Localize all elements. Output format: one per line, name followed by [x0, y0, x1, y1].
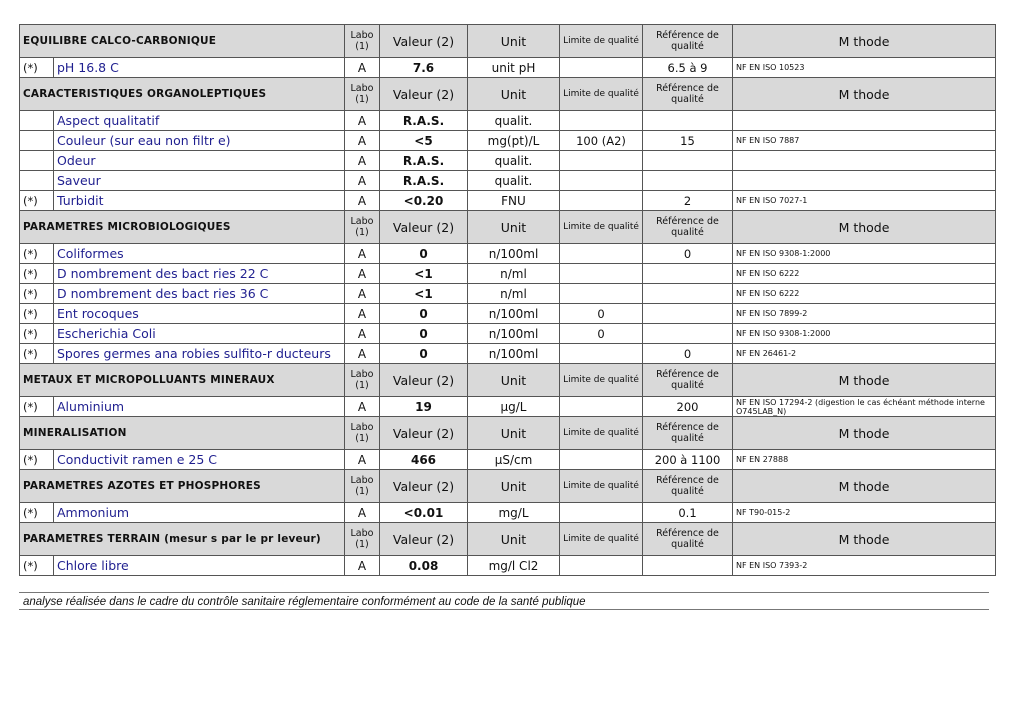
method-header: M thode: [733, 470, 996, 503]
parameter-name: Aluminium: [54, 397, 345, 417]
accreditation-flag: [20, 131, 54, 151]
accreditation-flag: (*): [20, 397, 54, 417]
quality-reference: 15: [643, 131, 733, 151]
analysis-method: NF EN ISO 7393-2: [733, 556, 996, 576]
reference-header: Référence de qualité: [643, 470, 733, 503]
labo-code: A: [345, 111, 380, 131]
value-header: Valeur (2): [380, 470, 468, 503]
parameter-name: D nombrement des bact ries 36 C: [54, 284, 345, 304]
labo-header: Labo (1): [345, 470, 380, 503]
accreditation-flag: (*): [20, 450, 54, 470]
table-row: [20, 397, 996, 417]
quality-reference: [643, 284, 733, 304]
parameter-name: Odeur: [54, 151, 345, 171]
unit-header: Unit: [468, 523, 560, 556]
result-value: R.A.S.: [380, 111, 468, 131]
result-value: 0: [380, 324, 468, 344]
result-unit: qualit.: [468, 111, 560, 131]
parameter-name: Chlore libre: [54, 556, 345, 576]
quality-limit: [560, 264, 643, 284]
result-unit: mg/L: [468, 503, 560, 523]
result-value: <0.20: [380, 191, 468, 211]
labo-code: A: [345, 324, 380, 344]
value-header: Valeur (2): [380, 78, 468, 111]
result-value: 7.6: [380, 58, 468, 78]
parameter-name: Escherichia Coli: [54, 324, 345, 344]
quality-limit: [560, 58, 643, 78]
result-value: 0: [380, 244, 468, 264]
value-header: Valeur (2): [380, 523, 468, 556]
method-header: M thode: [733, 25, 996, 58]
quality-limit: [560, 284, 643, 304]
result-unit: mg(pt)/L: [468, 131, 560, 151]
table-row: [20, 344, 996, 364]
table-row: [20, 284, 996, 304]
labo-code: A: [345, 58, 380, 78]
limit-header: Limite de qualité: [560, 523, 643, 556]
table-row: [20, 151, 996, 171]
result-unit: µg/L: [468, 397, 560, 417]
method-header: M thode: [733, 211, 996, 244]
result-value: <5: [380, 131, 468, 151]
accreditation-flag: (*): [20, 264, 54, 284]
accreditation-flag: (*): [20, 284, 54, 304]
table-row: [20, 324, 996, 344]
analysis-method: [733, 111, 996, 131]
result-unit: FNU: [468, 191, 560, 211]
section-title: PARAMETRES AZOTES ET PHOSPHORES: [20, 470, 345, 503]
accreditation-flag: (*): [20, 503, 54, 523]
analysis-method: NF EN ISO 17294-2 (digestion le cas échéant méthode interne O745LAB_N): [733, 397, 996, 417]
parameter-name: Conductivit ramen e 25 C: [54, 450, 345, 470]
analysis-method: NF EN ISO 9308-1:2000: [733, 244, 996, 264]
quality-reference: 200 à 1100: [643, 450, 733, 470]
limit-header: Limite de qualité: [560, 417, 643, 450]
result-value: <0.01: [380, 503, 468, 523]
result-unit: qualit.: [468, 171, 560, 191]
result-value: <1: [380, 264, 468, 284]
accreditation-flag: (*): [20, 304, 54, 324]
result-value: 0: [380, 304, 468, 324]
labo-code: A: [345, 264, 380, 284]
quality-reference: [643, 151, 733, 171]
limit-header: Limite de qualité: [560, 78, 643, 111]
quality-limit: [560, 244, 643, 264]
result-unit: qualit.: [468, 151, 560, 171]
result-value: <1: [380, 284, 468, 304]
reference-header: Référence de qualité: [643, 364, 733, 397]
labo-header: Labo (1): [345, 25, 380, 58]
parameter-name: D nombrement des bact ries 22 C: [54, 264, 345, 284]
analysis-method: [733, 171, 996, 191]
accreditation-flag: [20, 111, 54, 131]
labo-code: A: [345, 171, 380, 191]
labo-code: A: [345, 344, 380, 364]
quality-reference: [643, 264, 733, 284]
value-header: Valeur (2): [380, 417, 468, 450]
analysis-method: NF EN ISO 7899-2: [733, 304, 996, 324]
labo-header: Labo (1): [345, 78, 380, 111]
section-title: METAUX ET MICROPOLLUANTS MINERAUX: [20, 364, 345, 397]
unit-header: Unit: [468, 364, 560, 397]
quality-limit: [560, 111, 643, 131]
quality-reference: [643, 304, 733, 324]
labo-code: A: [345, 191, 380, 211]
method-header: M thode: [733, 523, 996, 556]
quality-reference: 200: [643, 397, 733, 417]
quality-limit: [560, 450, 643, 470]
accreditation-flag: [20, 171, 54, 191]
result-value: R.A.S.: [380, 171, 468, 191]
value-header: Valeur (2): [380, 211, 468, 244]
analysis-method: NF EN ISO 7887: [733, 131, 996, 151]
analysis-method: NF EN 26461-2: [733, 344, 996, 364]
result-value: 0.08: [380, 556, 468, 576]
value-header: Valeur (2): [380, 364, 468, 397]
table-row: [20, 244, 996, 264]
table-row: [20, 131, 996, 151]
method-header: M thode: [733, 417, 996, 450]
labo-code: A: [345, 397, 380, 417]
limit-header: Limite de qualité: [560, 470, 643, 503]
section-header-row: [20, 364, 996, 397]
reference-header: Référence de qualité: [643, 78, 733, 111]
result-unit: n/100ml: [468, 324, 560, 344]
labo-header: Labo (1): [345, 211, 380, 244]
result-unit: n/ml: [468, 264, 560, 284]
accreditation-flag: (*): [20, 191, 54, 211]
quality-reference: 6.5 à 9: [643, 58, 733, 78]
table-row: [20, 264, 996, 284]
method-header: M thode: [733, 78, 996, 111]
labo-code: A: [345, 151, 380, 171]
labo-code: A: [345, 244, 380, 264]
parameter-name: Coliformes: [54, 244, 345, 264]
parameter-name: Turbidit: [54, 191, 345, 211]
labo-code: A: [345, 304, 380, 324]
unit-header: Unit: [468, 470, 560, 503]
parameter-name: Spores germes ana robies sulfito-r ducteurs: [54, 344, 345, 364]
quality-limit: [560, 151, 643, 171]
result-unit: n/ml: [468, 284, 560, 304]
quality-reference: [643, 556, 733, 576]
method-header: M thode: [733, 364, 996, 397]
accreditation-flag: (*): [20, 344, 54, 364]
unit-header: Unit: [468, 25, 560, 58]
analysis-method: NF T90-015-2: [733, 503, 996, 523]
parameter-name: Aspect qualitatif: [54, 111, 345, 131]
result-unit: µS/cm: [468, 450, 560, 470]
accreditation-flag: (*): [20, 556, 54, 576]
accreditation-flag: (*): [20, 244, 54, 264]
table-row: [20, 171, 996, 191]
result-value: 0: [380, 344, 468, 364]
table-row: [20, 58, 996, 78]
section-title: PARAMETRES MICROBIOLOGIQUES: [20, 211, 345, 244]
parameter-name: Couleur (sur eau non filtr e): [54, 131, 345, 151]
quality-limit: [560, 191, 643, 211]
quality-reference: 0: [643, 244, 733, 264]
limit-header: Limite de qualité: [560, 364, 643, 397]
accreditation-flag: (*): [20, 324, 54, 344]
table-row: [20, 503, 996, 523]
quality-limit: 0: [560, 304, 643, 324]
quality-limit: [560, 397, 643, 417]
analysis-results-table: [19, 24, 996, 576]
table-row: [20, 556, 996, 576]
unit-header: Unit: [468, 417, 560, 450]
section-title: EQUILIBRE CALCO-CARBONIQUE: [20, 25, 345, 58]
analysis-method: NF EN 27888: [733, 450, 996, 470]
regulatory-footnote: analyse réalisée dans le cadre du contrôle sanitaire réglementaire conformément au code de la santé publique: [19, 592, 989, 610]
labo-header: Labo (1): [345, 417, 380, 450]
quality-limit: [560, 171, 643, 191]
section-header-row: [20, 417, 996, 450]
limit-header: Limite de qualité: [560, 25, 643, 58]
quality-reference: [643, 111, 733, 131]
table-row: [20, 111, 996, 131]
section-header-row: [20, 470, 996, 503]
parameter-name: Saveur: [54, 171, 345, 191]
analysis-method: NF EN ISO 9308-1:2000: [733, 324, 996, 344]
result-value: 19: [380, 397, 468, 417]
section-title: MINERALISATION: [20, 417, 345, 450]
table-row: [20, 450, 996, 470]
accreditation-flag: (*): [20, 58, 54, 78]
result-unit: n/100ml: [468, 304, 560, 324]
reference-header: Référence de qualité: [643, 211, 733, 244]
section-header-row: [20, 25, 996, 58]
section-header-row: [20, 78, 996, 111]
analysis-method: NF EN ISO 6222: [733, 264, 996, 284]
labo-code: A: [345, 284, 380, 304]
reference-header: Référence de qualité: [643, 523, 733, 556]
quality-limit: 100 (A2): [560, 131, 643, 151]
labo-code: A: [345, 503, 380, 523]
parameter-name: Ammonium: [54, 503, 345, 523]
result-unit: n/100ml: [468, 344, 560, 364]
result-value: R.A.S.: [380, 151, 468, 171]
labo-header: Labo (1): [345, 364, 380, 397]
labo-code: A: [345, 556, 380, 576]
result-unit: n/100ml: [468, 244, 560, 264]
analysis-method: [733, 151, 996, 171]
quality-reference: 0: [643, 344, 733, 364]
analysis-method: NF EN ISO 10523: [733, 58, 996, 78]
parameter-name: pH 16.8 C: [54, 58, 345, 78]
analysis-method: NF EN ISO 6222: [733, 284, 996, 304]
quality-reference: [643, 171, 733, 191]
parameter-name: Ent rocoques: [54, 304, 345, 324]
result-value: 466: [380, 450, 468, 470]
accreditation-flag: [20, 151, 54, 171]
analysis-method: NF EN ISO 7027-1: [733, 191, 996, 211]
labo-code: A: [345, 131, 380, 151]
section-title: PARAMETRES TERRAIN (mesur s par le pr leveur): [20, 523, 345, 556]
quality-reference: 0.1: [643, 503, 733, 523]
unit-header: Unit: [468, 211, 560, 244]
result-unit: unit pH: [468, 58, 560, 78]
quality-limit: [560, 503, 643, 523]
table-row: [20, 191, 996, 211]
quality-limit: [560, 344, 643, 364]
section-title: CARACTERISTIQUES ORGANOLEPTIQUES: [20, 78, 345, 111]
quality-reference: [643, 324, 733, 344]
labo-code: A: [345, 450, 380, 470]
section-header-row: [20, 211, 996, 244]
labo-header: Labo (1): [345, 523, 380, 556]
reference-header: Référence de qualité: [643, 417, 733, 450]
section-header-row: [20, 523, 996, 556]
value-header: Valeur (2): [380, 25, 468, 58]
quality-limit: [560, 556, 643, 576]
limit-header: Limite de qualité: [560, 211, 643, 244]
reference-header: Référence de qualité: [643, 25, 733, 58]
quality-limit: 0: [560, 324, 643, 344]
result-unit: mg/l Cl2: [468, 556, 560, 576]
unit-header: Unit: [468, 78, 560, 111]
table-row: [20, 304, 996, 324]
quality-reference: 2: [643, 191, 733, 211]
